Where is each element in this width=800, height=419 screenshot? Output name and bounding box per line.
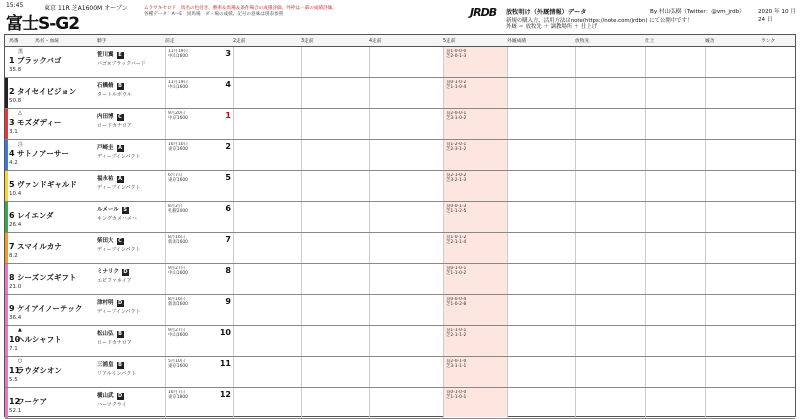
column-header: 馬名・血統 <box>35 39 59 44</box>
horse-name: タイセイビジョン <box>17 87 77 96</box>
legend-text: ムラサキセロド 馬名の色付き、勝率＆馬場＆条件場合の成績評価、外枠は一部の成績評価。 各種データ：A〜E 同馬場 ダ・場の成績、記号の意味は別表参照 <box>144 6 337 17</box>
jockey-name: 横山武 D <box>97 393 123 399</box>
race-time: 15:45 <box>6 2 24 9</box>
horse-number: 12 <box>9 397 21 406</box>
finish-position: 2 <box>225 142 231 151</box>
result-cell <box>369 140 443 170</box>
odds-value: 7.1 <box>9 346 18 352</box>
result-cell: 良0-0-1-3 芝1-1-2-5 <box>443 202 507 232</box>
jockey-rank-badge: D <box>117 300 123 306</box>
table-row <box>5 357 795 388</box>
table-row <box>5 47 795 78</box>
horse-name: シーズンズギフト <box>17 273 77 282</box>
result-cell <box>233 202 301 232</box>
result-cell <box>369 326 443 356</box>
gate-color-marker <box>5 295 8 325</box>
sire-name: ロードカナロア <box>97 340 132 346</box>
horse-name: モズダディー <box>17 118 62 127</box>
finish-position: 4 <box>225 80 231 89</box>
result-cell <box>233 78 301 108</box>
gate-color-marker <box>5 388 8 418</box>
result-cell <box>233 264 301 294</box>
result-cell: 良0-1-0-0 芝1-1-0-1 <box>443 388 507 418</box>
horse-name: レイエンダ <box>17 211 54 220</box>
result-cell: 良2-1-0-2 芝3-2-1-3 <box>443 171 507 201</box>
result-cell <box>507 295 575 325</box>
result-cell <box>233 357 301 387</box>
result-cell <box>575 202 645 232</box>
finish-position: 7 <box>225 235 231 244</box>
result-cell <box>575 140 645 170</box>
result-cell <box>645 171 705 201</box>
result-cell <box>575 109 645 139</box>
gate-color-marker <box>5 264 8 294</box>
result-cell <box>507 78 575 108</box>
doc-title: 放牧明け（外厩情報）データ <box>506 9 587 16</box>
result-cell <box>575 326 645 356</box>
horse-number: 5 <box>9 180 15 189</box>
finish-position: 3 <box>225 49 231 58</box>
jockey-rank-badge: B <box>118 362 122 368</box>
result-cell <box>301 202 369 232</box>
jockey-name: ミナリク D <box>97 269 128 275</box>
result-cell <box>645 78 705 108</box>
result-cell <box>369 202 443 232</box>
result-cell: 良1-2-0-1 芝2-3-1-2 <box>443 140 507 170</box>
result-cell <box>369 357 443 387</box>
result-cell: 8月2日 札幌2000 6 <box>165 202 233 232</box>
result-cell <box>507 202 575 232</box>
gate-color-marker <box>5 140 8 170</box>
jockey-rank-badge: C <box>118 238 122 244</box>
horse-name: スマイルカナ <box>17 242 62 251</box>
jockey-rank-badge: B <box>118 83 122 89</box>
result-cell <box>705 357 761 387</box>
result-cell <box>507 357 575 387</box>
finish-position: 6 <box>225 204 231 213</box>
result-cell: 9月27日 中山1600 10 <box>165 326 233 356</box>
horse-number: 3 <box>9 118 15 127</box>
result-cell <box>645 326 705 356</box>
sire-name: ロードカナロア <box>97 123 132 129</box>
horse-number: 10 <box>9 335 21 344</box>
jockey-name: 戸崎圭 A <box>97 145 122 151</box>
sire-name: ディープインパクト <box>97 247 141 253</box>
gate-color-marker <box>5 109 8 139</box>
jockey-name: 柴田大 C <box>97 238 122 244</box>
table-row <box>5 109 795 140</box>
table-row <box>5 78 795 109</box>
result-cell <box>705 388 761 418</box>
horse-number: 8 <box>9 273 15 282</box>
result-cell <box>369 109 443 139</box>
sire-name: ディープインパクト <box>97 309 141 315</box>
horse-number: 2 <box>9 87 15 96</box>
result-cell <box>705 78 761 108</box>
result-cell <box>705 171 761 201</box>
column-header: 5走前 <box>443 39 456 44</box>
result-cell: 良1-0-1-2 芝2-1-1-4 <box>443 233 507 263</box>
result-cell: 10月7日 東京1800 12 <box>165 388 233 418</box>
result-cell <box>369 233 443 263</box>
sire-name: タートルボウル <box>97 92 132 98</box>
result-cell: 良1-1-0-1 芝2-1-1-2 <box>443 326 507 356</box>
odds-value: 26.4 <box>9 222 22 228</box>
author: By 村山弘樹（Twitter：@vm_jrdb） <box>650 9 745 15</box>
result-cell <box>507 171 575 201</box>
column-header: 4走前 <box>369 39 382 44</box>
doc-date: 2020 年 10 月 24 日 <box>758 9 796 23</box>
odds-value: 36.4 <box>9 315 22 321</box>
note-line-1: 新規の購入方、活用方法はnote(https://note.com/jrdbn) にて公開中です！ <box>506 18 693 24</box>
prediction-mark: ▲ <box>18 327 22 333</box>
result-cell: 11月19日 中山1600 3 <box>165 47 233 77</box>
table-row <box>5 202 795 233</box>
result-cell <box>301 264 369 294</box>
result-cell <box>233 140 301 170</box>
gate-color-marker <box>5 233 8 263</box>
result-cell: 10月10日 東京1600 2 <box>165 140 233 170</box>
result-cell <box>369 78 443 108</box>
sire-name: ディープインパクト <box>97 154 141 160</box>
column-header: 3走前 <box>301 39 314 44</box>
horse-number: 7 <box>9 242 15 251</box>
jockey-name: 松山弘 B <box>97 331 122 337</box>
table-row <box>5 388 795 419</box>
result-cell <box>575 78 645 108</box>
prediction-mark: ○ <box>18 358 23 364</box>
result-cell <box>301 47 369 77</box>
result-cell <box>507 388 575 418</box>
horse-name: ラウダシオン <box>17 366 62 375</box>
odds-value: 21.0 <box>9 284 22 290</box>
column-header-row <box>5 35 795 47</box>
result-cell <box>575 295 645 325</box>
result-cell <box>645 264 705 294</box>
jockey-rank-badge: C <box>118 114 122 120</box>
result-cell: 9月20日 中京1600 1 <box>165 109 233 139</box>
result-cell: 良2-0-0-1 芝3-1-0-2 <box>443 109 507 139</box>
horse-name: ブラックバゴ <box>17 56 62 65</box>
result-cell: 良0-0-0-4 芝1-0-2-8 <box>443 295 507 325</box>
result-cell <box>301 78 369 108</box>
result-cell <box>575 171 645 201</box>
result-cell: 8月16日 新潟1600 7 <box>165 233 233 263</box>
odds-value: 50.8 <box>9 98 22 104</box>
result-cell <box>233 388 301 418</box>
result-cell <box>301 326 369 356</box>
result-cell <box>575 357 645 387</box>
column-header: 放牧先 <box>575 39 590 44</box>
result-cell <box>507 140 575 170</box>
result-cell: 良1-0-0-0 芝2-0-1-3 <box>443 47 507 77</box>
jockey-rank-badge: S <box>123 207 128 213</box>
jockey-name: 福永祐 A <box>97 176 122 182</box>
sire-name: バゴ×ブラックバード <box>97 61 146 67</box>
finish-position: 10 <box>219 328 231 337</box>
jockey-rank-badge: E <box>118 52 122 58</box>
prediction-mark: 注 <box>18 142 24 148</box>
result-cell: 良0-1-0-1 芝1-1-0-2 <box>443 264 507 294</box>
odds-value: 4.2 <box>9 160 18 166</box>
jockey-name: 津村明 D <box>97 300 123 306</box>
result-cell <box>369 47 443 77</box>
finish-position: 8 <box>225 266 231 275</box>
result-cell: 6月7日 東京1600 5 <box>165 171 233 201</box>
prediction-mark: △ <box>18 110 22 116</box>
result-cell <box>705 233 761 263</box>
horse-name: ケイアイノーテック <box>17 304 83 313</box>
odds-value: 3.1 <box>9 129 18 135</box>
result-cell <box>301 171 369 201</box>
gate-color-marker <box>5 202 8 232</box>
jrdb-logo: JRDB <box>470 6 497 19</box>
result-cell <box>233 109 301 139</box>
column-header: 馬番 <box>9 39 19 44</box>
result-cell <box>705 109 761 139</box>
result-cell <box>705 295 761 325</box>
odds-value: 5.5 <box>9 377 18 383</box>
sire-name: キングカメハメハ <box>97 216 137 222</box>
column-header: 前走 <box>165 39 175 44</box>
result-cell <box>507 109 575 139</box>
result-cell <box>645 295 705 325</box>
result-cell <box>705 264 761 294</box>
result-cell <box>233 295 301 325</box>
gate-color-marker <box>5 326 8 356</box>
race-name: 富士S-G2 <box>6 14 80 34</box>
result-cell: 11月19日 中山1600 4 <box>165 78 233 108</box>
prediction-mark: 黒 <box>18 49 24 55</box>
jockey-name: 笹川翼 E <box>97 52 122 58</box>
jockey-name: 石橋脩 B <box>97 83 122 89</box>
sire-name: エピファネイア <box>97 278 132 284</box>
result-cell <box>301 388 369 418</box>
page-header <box>4 2 796 32</box>
result-cell <box>369 388 443 418</box>
result-cell <box>705 140 761 170</box>
result-cell <box>301 357 369 387</box>
result-cell <box>645 140 705 170</box>
result-cell <box>301 109 369 139</box>
sire-name: ディープインパクト <box>97 185 141 191</box>
result-cell <box>507 47 575 77</box>
column-header: 外厩成績 <box>507 39 527 44</box>
jockey-rank-badge: B <box>118 331 122 337</box>
odds-value: 35.8 <box>9 67 22 73</box>
result-cell: 5月10日 東京1600 11 <box>165 357 233 387</box>
jockey-name: ルメール S <box>97 207 128 213</box>
finish-position: 11 <box>219 359 231 368</box>
result-cell: 8月16日 新潟1600 9 <box>165 295 233 325</box>
jockey-name: 三浦皇 B <box>97 362 122 368</box>
table-row <box>5 295 795 326</box>
odds-value: 8.2 <box>9 253 18 259</box>
gate-color-marker <box>5 78 8 108</box>
jockey-rank-badge: A <box>118 176 122 182</box>
result-cell <box>369 295 443 325</box>
result-cell <box>705 202 761 232</box>
column-header: ランク <box>761 39 776 44</box>
result-cell <box>507 326 575 356</box>
result-cell: 良0-1-0-2 芝1-1-0-4 <box>443 78 507 108</box>
odds-value: 10.4 <box>9 191 22 197</box>
finish-position: 12 <box>219 390 231 399</box>
jockey-rank-badge: A <box>118 145 122 151</box>
result-cell <box>301 140 369 170</box>
result-cell <box>233 326 301 356</box>
table-row <box>5 171 795 202</box>
horse-name: ワーケア <box>17 397 47 406</box>
result-cell: 良2-0-1-0 芝3-1-1-1 <box>443 357 507 387</box>
result-cell <box>575 388 645 418</box>
odds-value: 52.1 <box>9 408 22 414</box>
horse-number: 6 <box>9 211 15 220</box>
horse-number: 1 <box>9 56 15 65</box>
gate-color-marker <box>5 357 8 387</box>
column-header: 厩舎 <box>705 39 715 44</box>
horse-name: サトノアーサー <box>17 149 69 158</box>
column-header: 2走前 <box>233 39 246 44</box>
result-cell <box>507 264 575 294</box>
result-cell <box>301 233 369 263</box>
sire-name: リアルインパクト <box>97 371 137 377</box>
horse-name: ヴァンドギャルド <box>17 180 77 189</box>
race-course: 東京 11R 芝A1600M オープン <box>44 5 128 12</box>
result-cell <box>369 264 443 294</box>
result-cell <box>645 47 705 77</box>
result-cell <box>645 357 705 387</box>
finish-position: 5 <box>225 173 231 182</box>
result-cell <box>705 47 761 77</box>
result-cell <box>507 233 575 263</box>
result-cell <box>705 326 761 356</box>
result-cell <box>645 109 705 139</box>
horse-number: 4 <box>9 149 15 158</box>
table-row <box>5 326 795 357</box>
result-cell <box>233 171 301 201</box>
jockey-rank-badge: D <box>123 269 128 275</box>
result-cell <box>645 388 705 418</box>
race-table <box>4 34 796 417</box>
table-row <box>5 233 795 264</box>
column-header: 騎手 <box>97 39 107 44</box>
gate-color-marker <box>5 47 8 77</box>
result-cell <box>575 47 645 77</box>
note-line-2: 外厩 ＝ 放牧先 ＋ 調教場所 ＋ 仕上げ <box>506 24 598 30</box>
table-row <box>5 140 795 171</box>
result-cell <box>645 202 705 232</box>
result-cell: 9月27日 中山1600 8 <box>165 264 233 294</box>
result-cell <box>301 295 369 325</box>
result-cell <box>575 264 645 294</box>
jockey-rank-badge: D <box>117 393 123 399</box>
horse-name: ヘルシャフト <box>17 335 62 344</box>
finish-position: 1 <box>225 111 231 120</box>
result-cell <box>645 233 705 263</box>
table-row <box>5 264 795 295</box>
result-cell <box>369 171 443 201</box>
gate-color-marker <box>5 171 8 201</box>
sire-name: ハーツクライ <box>97 402 127 408</box>
horse-number: 11 <box>9 366 21 375</box>
result-cell <box>233 233 301 263</box>
finish-position: 9 <box>225 297 231 306</box>
result-cell <box>233 47 301 77</box>
result-cell <box>575 233 645 263</box>
jockey-name: 内田博 C <box>97 114 122 120</box>
column-header: 仕上 <box>645 39 655 44</box>
horse-number: 9 <box>9 304 15 313</box>
